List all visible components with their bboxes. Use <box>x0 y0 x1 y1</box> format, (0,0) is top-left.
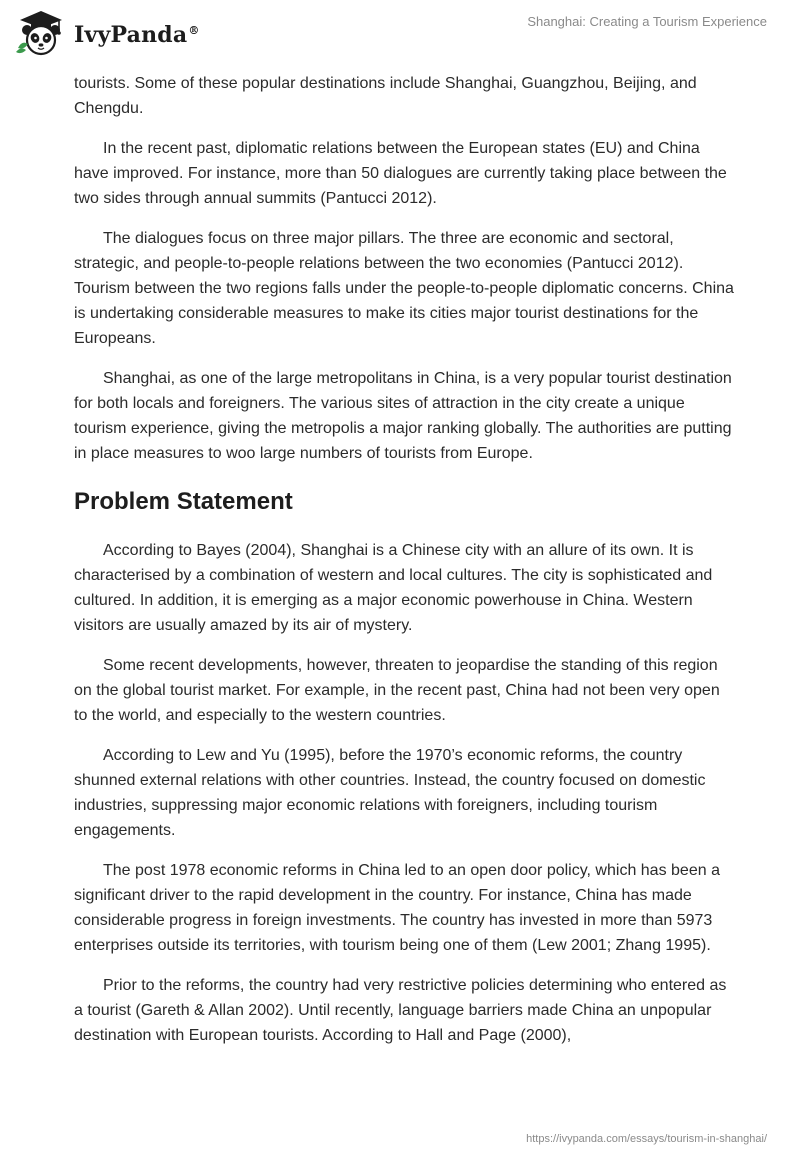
brand-name: IvyPanda® <box>74 22 200 48</box>
paragraph-intro: tourists. Some of these popular destinations include Shanghai, Guangzhou, Beijing, and Chengdu. <box>74 75 697 117</box>
paragraph-bayes: According to Bayes (2004), Shanghai is a Chinese city with an allure of its own. It is characterised by a combination of western and local cultures. The city is sophisticated and cultured. In addition, it is emerging as a major economic powerhouse in China. Western visitors are usually amazed by its air of mystery. <box>74 542 713 634</box>
paragraph-recent-developments: Some recent developments, however, threaten to jeopardise the standing of this region on the global tourist market. For example, in the recent past, China had not been very open to the world, and especially to the western countries. <box>74 657 720 724</box>
registered-mark: ® <box>188 23 200 37</box>
paragraph-diplomatic-relations: In the recent past, diplomatic relations between the European states (EU) and China have improved. For instance, more than 50 dialogues are currently taking place between the two sides through annual summits (Pantucci 2012). <box>74 140 727 207</box>
panda-graduate-icon <box>14 8 66 56</box>
paragraph-shanghai: Shanghai, as one of the large metropolitans in China, is a very popular tourist destination for both locals and foreigners. The various sites of attraction in the city create a unique tourism experience, giving the metropolis a major ranking globally. The authorities are putting in place measures to woo large numbers of tourists from Europe. <box>74 370 732 462</box>
paragraph-prior-reforms: Prior to the reforms, the country had very restrictive policies determining who entered as a tourist (Gareth & Allan 2002). Until recently, language barriers made China an unpopular destination with European tourists. According to Hall and Page (2000), <box>74 977 727 1044</box>
document-title: Shanghai: Creating a Tourism Experience <box>527 14 767 29</box>
brand-logo[interactable] <box>14 8 200 56</box>
paragraph-economic-reforms: The post 1978 economic reforms in China led to an open door policy, which has been a significant driver to the rapid development in the country. For instance, China has made considerable progress in foreign investments. The country has invested in more than 5973 enterprises outside its territories, with tourism being one of them (Lew 2001; Zhang 1995). <box>74 862 720 954</box>
paragraph-dialogues: The dialogues focus on three major pillars. The three are economic and sectoral, strategic, and people-to-people relations between the two economies (Pantucci 2012). Tourism between the two regions falls under the people-to-people diplomatic concerns. China is undertaking considerable measures to make its cities major tourist destinations for the Europeans. <box>74 230 734 347</box>
source-url-link[interactable]: https://ivypanda.com/essays/tourism-in-shanghai/ <box>526 1133 767 1145</box>
section-heading-problem-statement: Problem Statement <box>74 488 293 515</box>
essay-body <box>74 71 734 1063</box>
paragraph-lew-yu: According to Lew and Yu (1995), before the 1970’s economic reforms, the country shunned external relations with other countries. Instead, the country focused on domestic industries, suppressing major economic relations with foreigners, including tourism engagements. <box>74 747 706 839</box>
page-header <box>0 0 800 70</box>
